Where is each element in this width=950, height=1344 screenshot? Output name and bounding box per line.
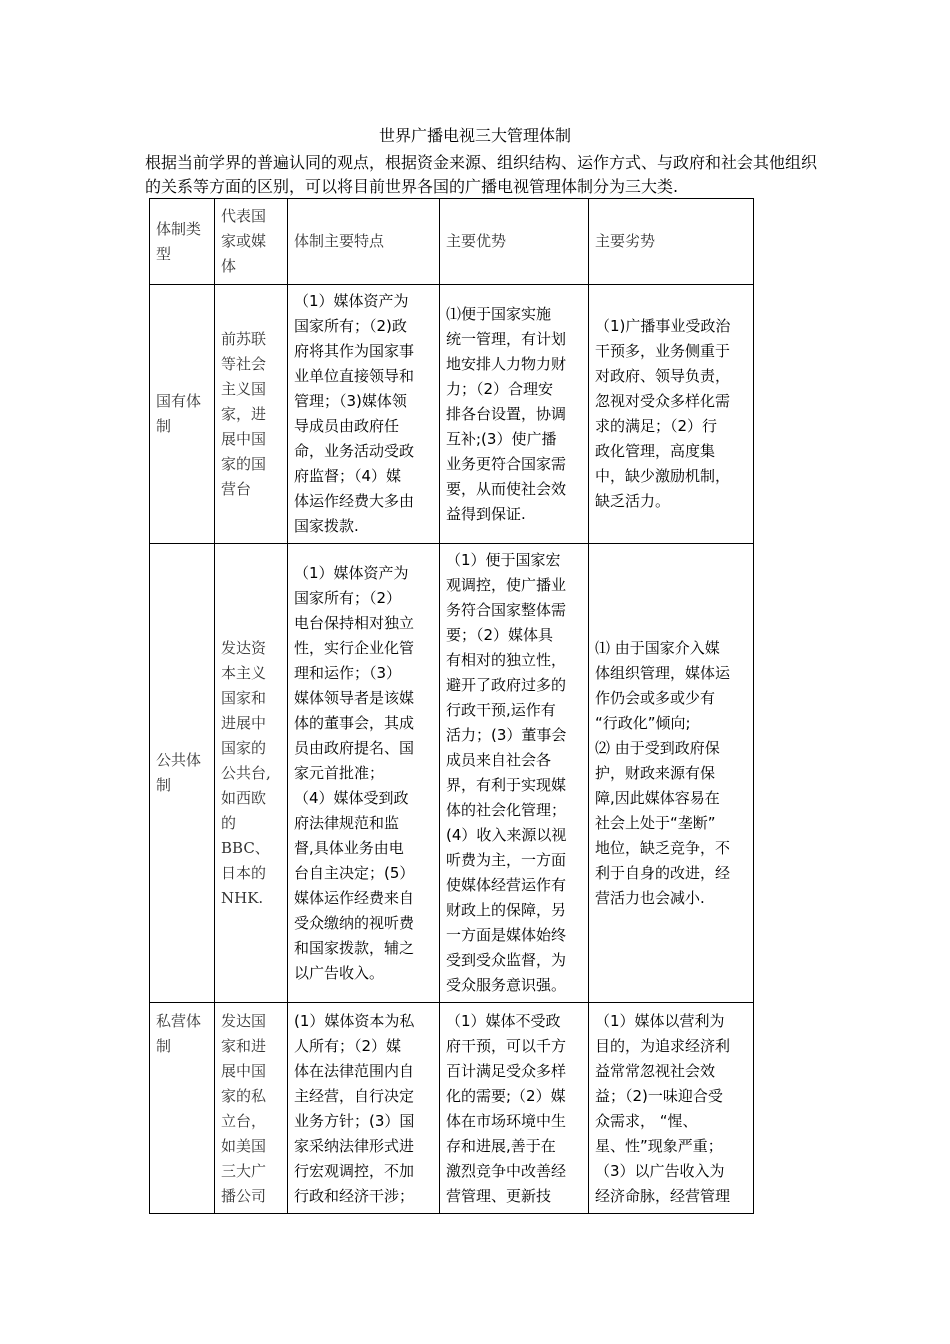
row-features: (1）媒体资本为私 人所有；（2）媒 体在法律范围内自 主经营，自行决定 业务方针；(3）国 家采纳法律形式进 行宏观调控，不加 行政和经济干涉； bbox=[288, 1003, 440, 1214]
document-title: 世界广播电视三大管理体制 bbox=[378, 126, 571, 145]
row-type: 公共体 制 bbox=[150, 544, 215, 1003]
table-row bbox=[150, 544, 754, 1003]
row-features: （1）媒体资产为 国家所有；（2） 电台保持相对独立 性，实行企业化管 理和运作；（3） 媒体领导者是该媒 体的董事会，其成 员由政府提名、国 家元首批准； （4）媒体受到政 府法律规范和监 督,具体业务由电 台自主决定；(5） 媒体运作经费来自 受众缴纳的视听费 和国家拨款，辅之 以广告收入。 bbox=[288, 544, 440, 1003]
header-countries: 代表国 家或媒 体 bbox=[215, 199, 288, 285]
row-type: 私营体 制 bbox=[150, 1003, 215, 1214]
management-system-table bbox=[149, 198, 754, 1214]
row-features: （1）媒体资产为 国家所有；（2)政 府将其作为国家事 业单位直接领导和 管理；（3)媒体领 导成员由政府任 命，业务活动受政 府监督；（4）媒 体运作经费大多由 国家拨款. bbox=[288, 285, 440, 544]
table-header-row bbox=[150, 199, 754, 285]
intro-paragraph: 根据当前学界的普遍认同的观点，根据资金来源、组织结构、运作方式、与政府和社会其他组织的关系等方面的区别，可以将目前世界各国的广播电视管理体制分为三大类. bbox=[145, 153, 818, 196]
row-disadvantages: ⑴ 由于国家介入媒 体组织管理，媒体运 作仍会或多或少有 “行政化”倾向; ⑵ 由于受到政府保 护，财政来源有保 障,因此媒体容易在 社会上处于“垄断” 地位，缺乏竞争，不 利于自身的改进，经 营活力也会减小. bbox=[589, 544, 754, 1003]
header-features: 体制主要特点 bbox=[288, 199, 440, 285]
header-disadvantages: 主要劣势 bbox=[589, 199, 754, 285]
row-countries: 发达国 家和进 展中国 家的私 立台， 如美国 三大广 播公司 bbox=[215, 1003, 288, 1214]
table-row bbox=[150, 1003, 754, 1214]
row-advantages: （1）媒体不受政 府干预，可以千方 百计满足受众多样 化的需要;（2）媒 体在市场环境中生 存和进展,善于在 激烈竞争中改善经 营管理、更新技 bbox=[440, 1003, 589, 1214]
header-type: 体制类 型 bbox=[150, 199, 215, 285]
header-advantages: 主要优势 bbox=[440, 199, 589, 285]
row-disadvantages: （1)广播事业受政治 干预多，业务侧重于 对政府、领导负责， 忽视对受众多样化需 求的满足；（2）行 政化管理，高度集 中，缺少激励机制， 缺乏活力。 bbox=[589, 285, 754, 544]
row-advantages: ⑴便于国家实施 统一管理，有计划 地安排人力物力财 力；（2）合理安 排各台设置，协调 互补;(3）使广播 业务更符合国家需 要，从而使社会效 益得到保证. bbox=[440, 285, 589, 544]
table-row bbox=[150, 285, 754, 544]
row-countries: 发达资 本主义 国家和 进展中 国家的 公共台, 如西欧 的BBC、 日本的 NHK. bbox=[215, 544, 288, 1003]
row-disadvantages: （1）媒体以营利为 目的，为追求经济利 益常常忽视社会效 益；（2)一味迎合受 众需求， “惺、 星、性”现象严重； （3）以广告收入为 经济命脉，经营管理 bbox=[589, 1003, 754, 1214]
row-type: 国有体 制 bbox=[150, 285, 215, 544]
row-advantages: （1）便于国家宏 观调控，使广播业 务符合国家整体需 要；（2）媒体具 有相对的独立性， 避开了政府过多的 行政干预,运作有 活力；(3）董事会 成员来自社会各 界，有利于实现媒 体的社会化管理； (4）收入来源以视 听费为主，一方面 使媒体经营运作有 财政上的保障，另 一方面是媒体始终 受到受众监督，为 受众服务意识强。 bbox=[440, 544, 589, 1003]
row-countries: 前苏联 等社会 主义国 家，进 展中国 家的国 营台 bbox=[215, 285, 288, 544]
